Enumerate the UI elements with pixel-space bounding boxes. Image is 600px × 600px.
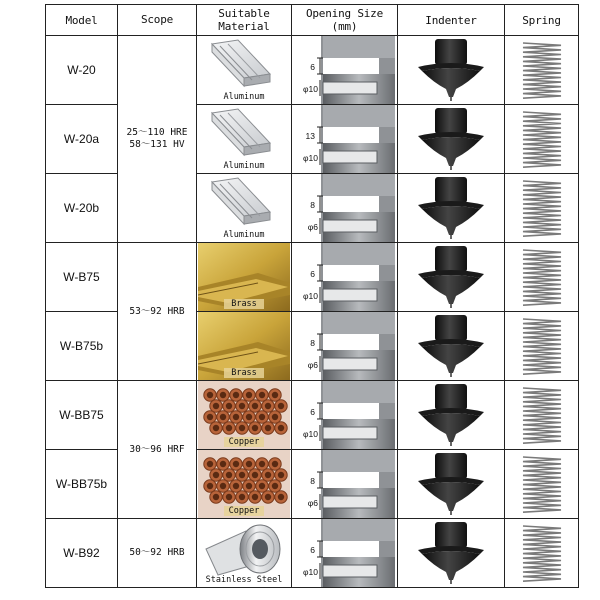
model-name: W-20 (67, 63, 96, 77)
spring-cell (505, 450, 579, 519)
indenter-cell (398, 519, 505, 588)
header-scope: Scope (118, 5, 197, 36)
model-name: W-B75b (59, 339, 104, 353)
indenter-icon (406, 244, 496, 310)
indenter-cell (398, 105, 505, 174)
scope-line-1: 30～96 HRF (129, 443, 185, 455)
opening-cell (292, 243, 398, 312)
scope-line-1: 53～92 HRB (129, 305, 185, 317)
opening-diameter: φ10 (302, 84, 318, 94)
spring-cell (505, 174, 579, 243)
spring-coil-icon (508, 451, 576, 517)
opening-size-diagram (293, 174, 397, 242)
scope-cell (118, 36, 197, 243)
material-cell (197, 381, 292, 450)
scope-line-1: 50～92 HRB (129, 547, 185, 558)
indenter-cell (398, 381, 505, 450)
table-row (46, 36, 579, 105)
material-label: Aluminum (223, 230, 265, 240)
material-label: Brass (224, 299, 264, 309)
material-label: Brass (224, 368, 264, 378)
spring-cell (505, 105, 579, 174)
opening-size-diagram (293, 381, 397, 449)
model-name: W-B75 (63, 270, 100, 284)
material-cell (197, 243, 292, 312)
opening-cell (292, 519, 398, 588)
material-cell (197, 519, 292, 588)
scope-line-2: 58～131 HV (129, 139, 185, 150)
opening-diameter: φ6 (307, 222, 318, 232)
opening-height: 6 (309, 62, 315, 72)
material-label: Aluminum (223, 92, 265, 102)
opening-diameter: φ10 (302, 567, 318, 577)
material-cell (197, 174, 292, 243)
opening-diameter: φ10 (302, 429, 318, 439)
opening-size-diagram (293, 36, 397, 104)
opening-height: 8 (309, 200, 315, 210)
table-row (46, 381, 579, 450)
product-spec-table (45, 4, 579, 588)
opening-cell (292, 312, 398, 381)
material-cell (197, 450, 292, 519)
model-cell (46, 36, 118, 105)
opening-cell (292, 105, 398, 174)
spring-cell (505, 519, 579, 588)
material-cell (197, 312, 292, 381)
header-row (46, 5, 579, 36)
indenter-icon (406, 520, 496, 586)
opening-height: 6 (309, 269, 315, 279)
model-name: W-BB75 (59, 408, 104, 422)
spring-cell (505, 312, 579, 381)
header-spring: Spring (505, 5, 579, 36)
opening-height: 8 (309, 338, 315, 348)
opening-cell (292, 450, 398, 519)
model-cell (46, 519, 118, 588)
opening-size-diagram (293, 243, 397, 311)
table-row (46, 519, 579, 588)
opening-diameter: φ10 (302, 291, 318, 301)
header-model: Model (46, 5, 118, 36)
opening-size-diagram (293, 312, 397, 380)
model-cell (46, 243, 118, 312)
scope-cell (118, 519, 197, 588)
spring-coil-icon (508, 382, 576, 448)
opening-size-diagram (293, 450, 397, 518)
table-body (46, 36, 579, 588)
material-label: Copper (224, 506, 264, 516)
header-material: Suitable Material (197, 5, 292, 36)
header-opening-size: Opening Size (mm) (292, 5, 398, 36)
table-row (46, 243, 579, 312)
opening-height: 13 (305, 131, 315, 141)
opening-height: 6 (309, 545, 315, 555)
model-cell (46, 174, 118, 243)
opening-height: 8 (309, 476, 315, 486)
indenter-icon (406, 37, 496, 103)
opening-height: 6 (309, 407, 315, 417)
model-cell (46, 381, 118, 450)
spring-coil-icon (508, 106, 576, 172)
spring-coil-icon (508, 520, 576, 586)
scope-line-1: 25～110 HRE (126, 127, 188, 138)
indenter-icon (406, 313, 496, 379)
spring-coil-icon (508, 37, 576, 103)
indenter-cell (398, 36, 505, 105)
model-name: W-20a (63, 132, 100, 146)
spring-cell (505, 243, 579, 312)
material-label: Stainless Steel (205, 575, 283, 585)
indenter-icon (406, 382, 496, 448)
material-label: Aluminum (223, 161, 265, 171)
material-cell (197, 36, 292, 105)
spring-coil-icon (508, 244, 576, 310)
opening-size-diagram (293, 519, 397, 587)
opening-diameter: φ10 (302, 153, 318, 163)
scope-cell (118, 381, 197, 519)
model-cell (46, 312, 118, 381)
opening-diameter: φ6 (307, 498, 318, 508)
indenter-icon (406, 106, 496, 172)
indenter-icon (406, 175, 496, 241)
opening-cell (292, 174, 398, 243)
spring-cell (505, 381, 579, 450)
scope-cell (118, 243, 197, 381)
indenter-cell (398, 174, 505, 243)
material-cell (197, 105, 292, 174)
model-name: W-BB75b (55, 477, 108, 491)
opening-diameter: φ6 (307, 360, 318, 370)
material-label: Copper (224, 437, 264, 447)
indenter-cell (398, 312, 505, 381)
model-name: W-B92 (63, 546, 100, 560)
spring-coil-icon (508, 175, 576, 241)
spring-coil-icon (508, 313, 576, 379)
header-indenter: Indenter (398, 5, 505, 36)
opening-cell (292, 381, 398, 450)
spring-cell (505, 36, 579, 105)
model-name: W-20b (63, 201, 100, 215)
model-cell (46, 105, 118, 174)
indenter-cell (398, 450, 505, 519)
opening-size-diagram (293, 105, 397, 173)
indenter-cell (398, 243, 505, 312)
opening-cell (292, 36, 398, 105)
indenter-icon (406, 451, 496, 517)
model-cell (46, 450, 118, 519)
